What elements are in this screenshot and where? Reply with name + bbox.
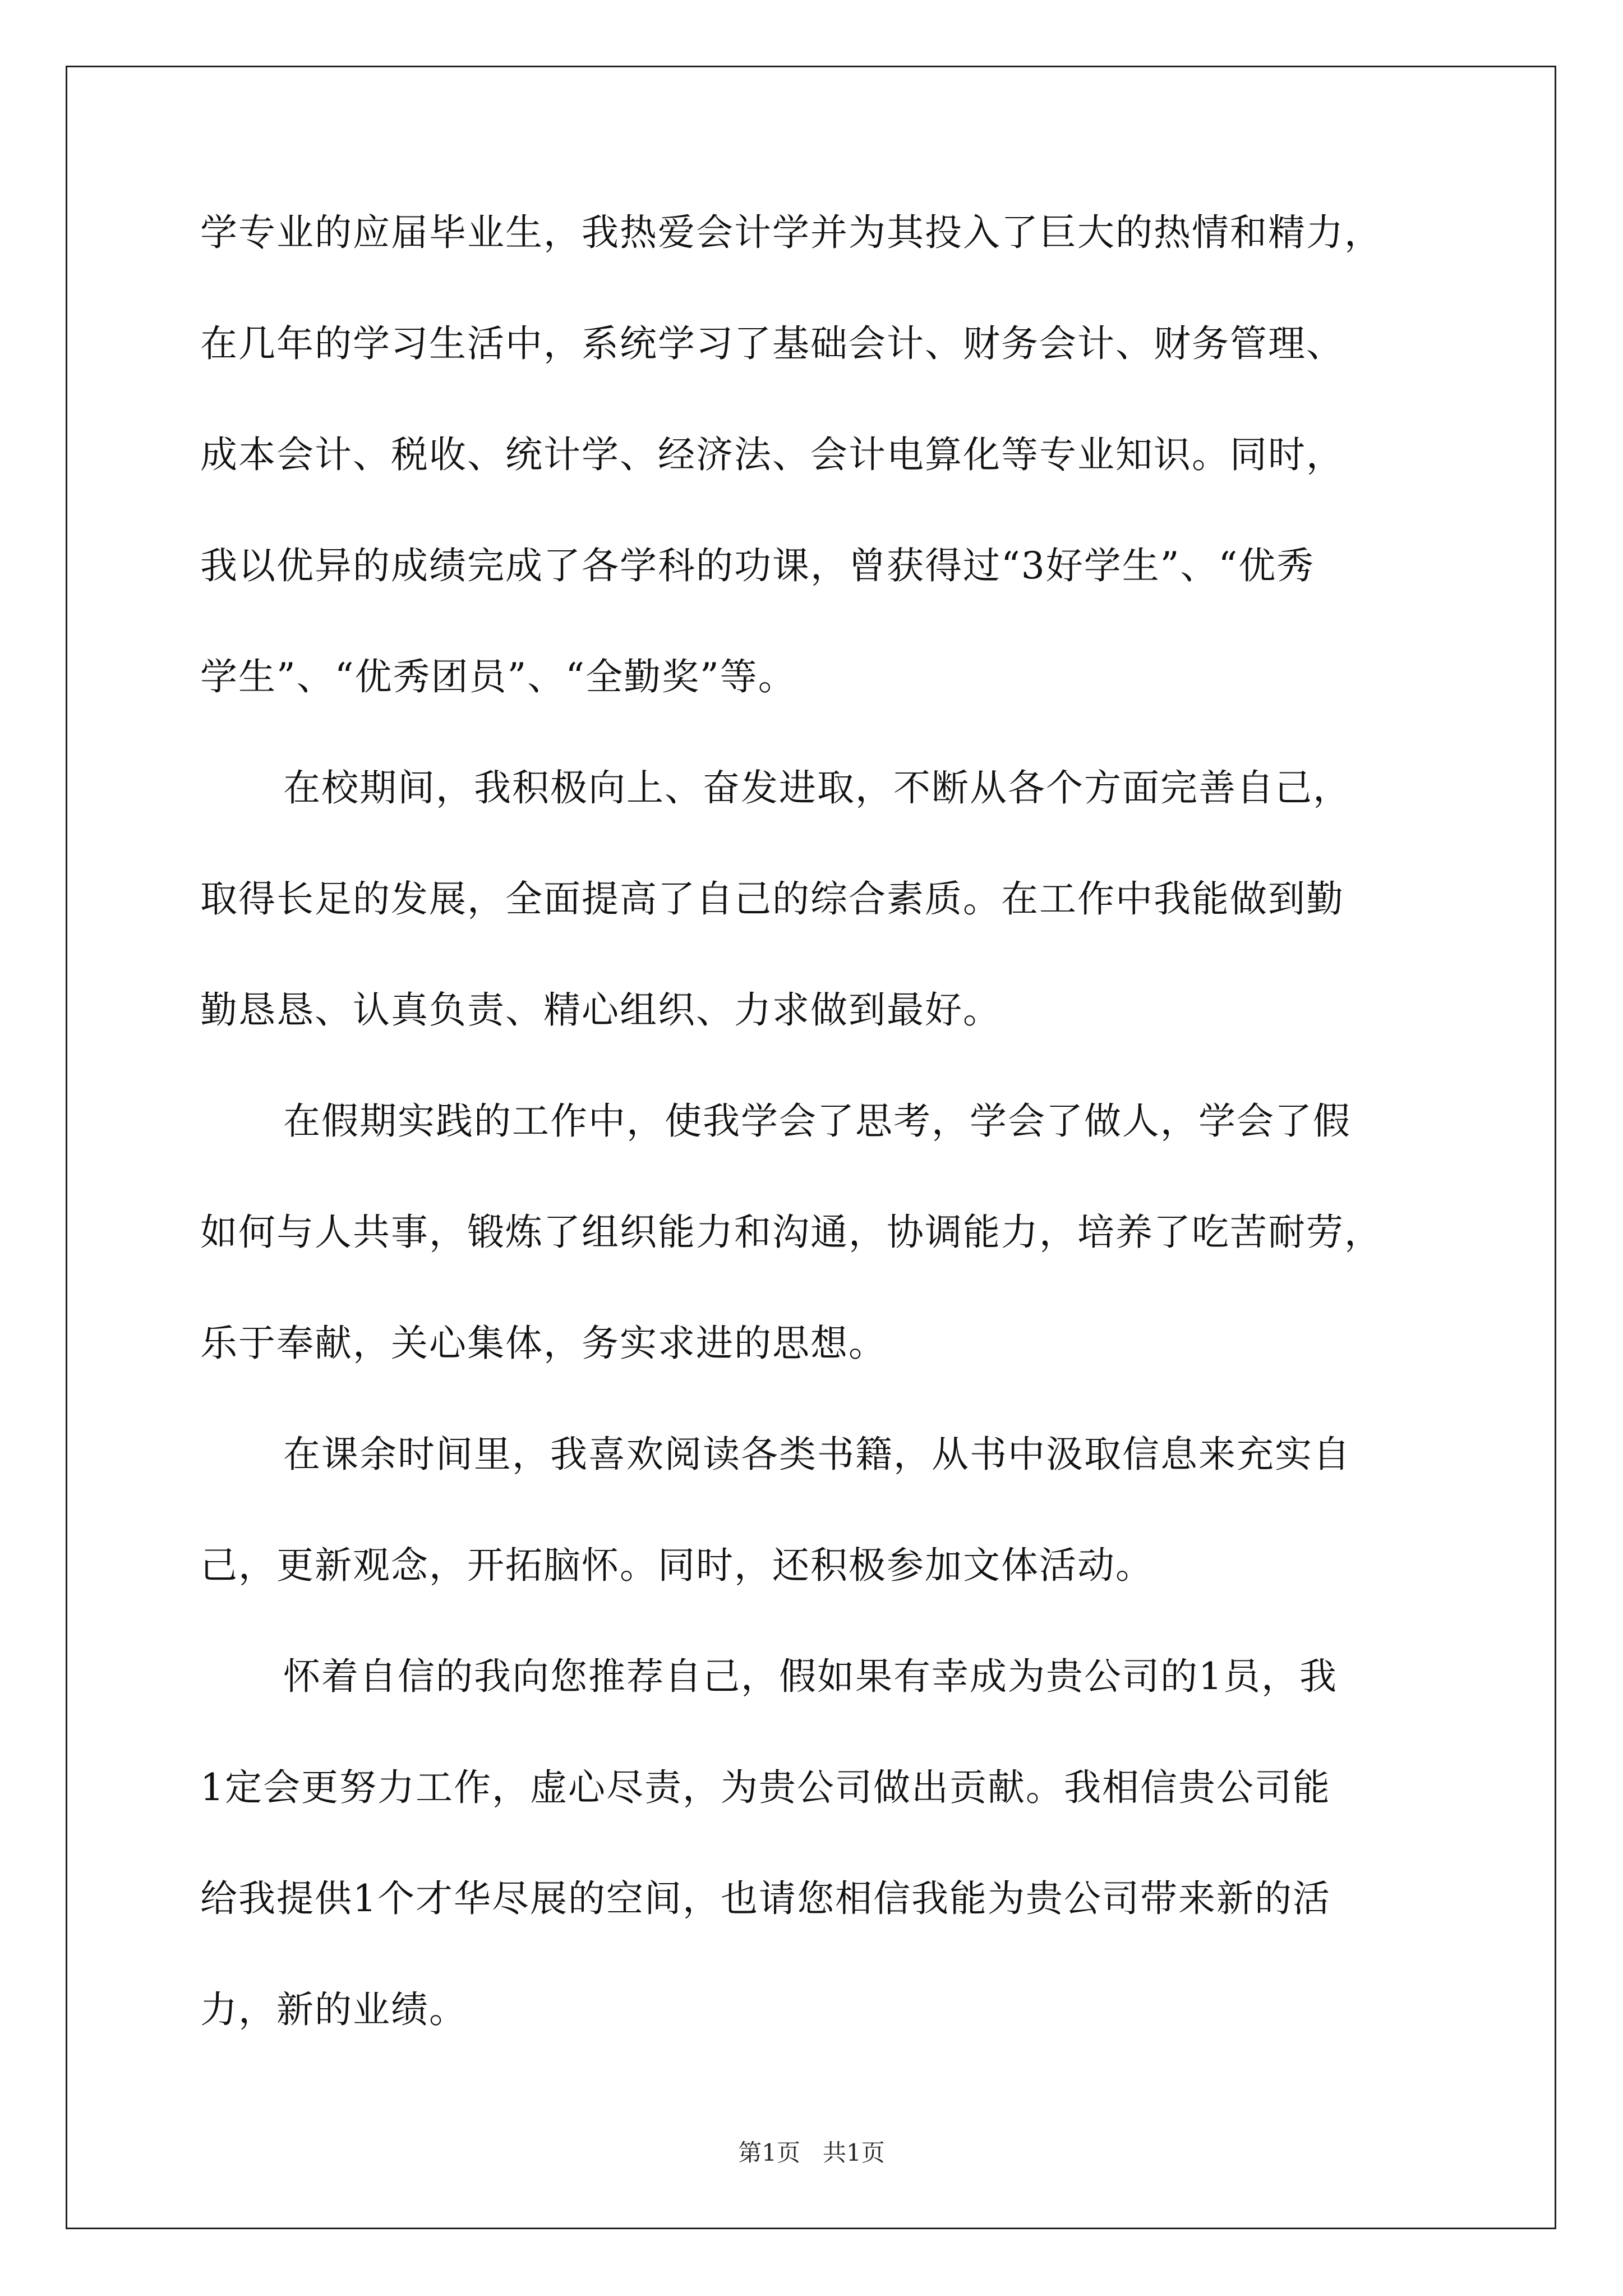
text-line: 取得长足的发展，全面提高了自己的综合素质。在工作中我能做到勤	[200, 877, 1344, 921]
text-line: 学生”、“优秀团员”、“全勤奖”等。	[200, 655, 796, 698]
paragraph-first-line: 在课余时间里，我喜欢阅读各类书籍，从书中汲取信息来充实自	[283, 1433, 1351, 1476]
paragraph-first-line: 在假期实践的工作中，使我学会了思考，学会了做人，学会了假	[283, 1099, 1351, 1143]
page-footer: 第1页 共1页	[738, 2139, 885, 2166]
text-line: 在几年的学习生活中，系统学习了基础会计、财务会计、财务管理、	[200, 322, 1344, 365]
text-line: 乐于奉献，关心集体，务实求进的思想。	[200, 1322, 887, 1365]
text-line: 成本会计、税收、统计学、经济法、会计电算化等专业知识。同时，	[200, 433, 1344, 476]
paragraph-first-line: 怀着自信的我向您推荐自己，假如果有幸成为贵公司的1员，我	[283, 1655, 1338, 1698]
text-line: 给我提供1个才华尽展的空间，也请您相信我能为贵公司带来新的活	[200, 1877, 1331, 1920]
text-line: 我以优异的成绩完成了各学科的功课，曾获得过“3好学生”、“优秀	[200, 544, 1315, 587]
text-line: 学专业的应届毕业生，我热爱会计学并为其投入了巨大的热情和精力，	[200, 211, 1382, 254]
paragraph-first-line: 在校期间，我积极向上、奋发进取，不断从各个方面完善自己，	[283, 766, 1351, 809]
text-line: 己，更新观念，开拓脑怀。同时，还积极参加文体活动。	[200, 1544, 1154, 1587]
text-line: 如何与人共事，锻炼了组织能力和沟通，协调能力，培养了吃苦耐劳，	[200, 1211, 1382, 1254]
text-line: 力，新的业绩。	[200, 1988, 467, 2031]
text-line: 1定会更努力工作，虚心尽责，为贵公司做出贡献。我相信贵公司能	[200, 1766, 1331, 1809]
text-line: 勤恳恳、认真负责、精心组织、力求做到最好。	[200, 988, 1001, 1032]
